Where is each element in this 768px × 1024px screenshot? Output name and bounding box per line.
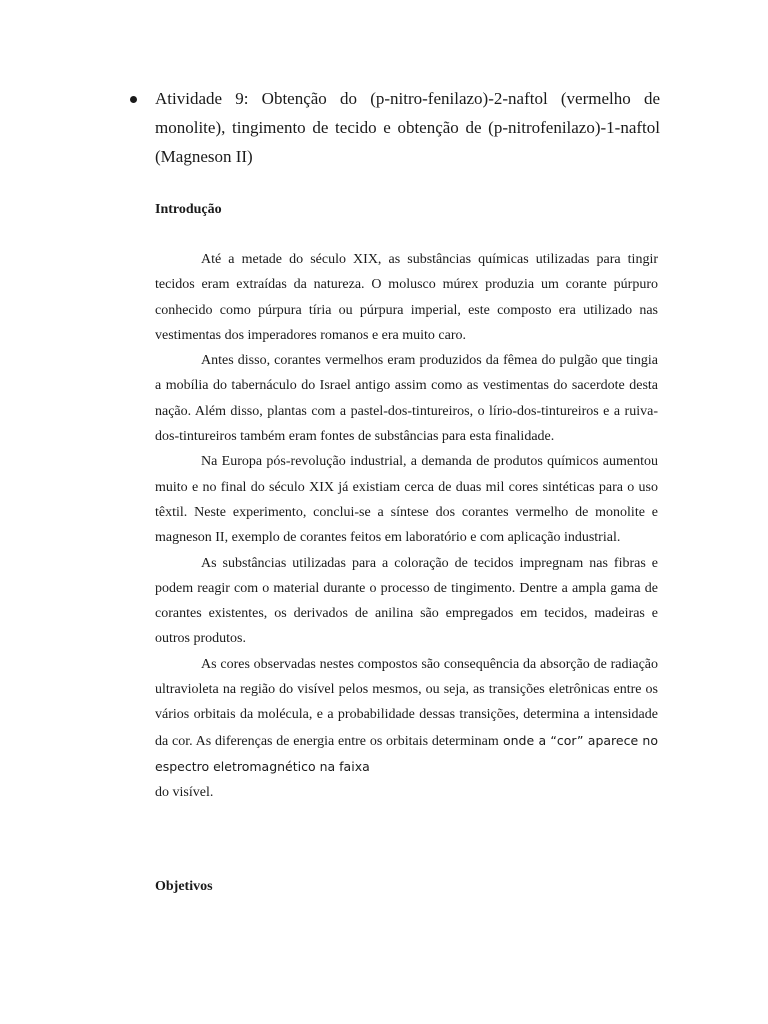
intro-paragraph-5-part-a: As cores observadas nestes compostos são consequência da absorção de radiação ultravioleta na região do visível pelos mesmos, ou seja, as transições eletrônicas entre os vários orbitais da molécula, e a probabilidade dessas transições, determina a intensidade da cor. As diferenças de energia entre os orbitais determinam bbox=[155, 656, 658, 749]
intro-paragraph-5-part-b: onde a “cor” aparece no espectro eletromagnético na faixa bbox=[155, 732, 658, 774]
intro-body bbox=[155, 247, 658, 806]
bullet-dot-icon bbox=[130, 96, 137, 103]
intro-paragraph-2: Antes disso, corantes vermelhos eram produzidos da fêmea do pulgão que tingia a mobília do tabernáculo do Israel antigo assim como as vestimentas do sacerdote desta nação. Além disso, plantas com a pastel-dos-tintureiros, o lírio-dos-tintureiros e a ruiva-dos-tintureiros também eram fontes de substâncias para esta finalidade. bbox=[155, 353, 658, 445]
objectives-heading: Objetivos bbox=[155, 879, 213, 894]
activity-title: Atividade 9: Obtenção do (p-nitro-fenilazo)-2-naftol (vermelho de monolite), tingimento de tecido e obtenção de (p-nitrofenilazo)-1-naftol (Magneson II) bbox=[155, 89, 660, 166]
intro-heading: Introdução bbox=[155, 202, 222, 217]
intro-paragraph-1: Até a metade do século XIX, as substâncias químicas utilizadas para tingir tecidos eram extraídas da natureza. O molusco múrex produzia um corante púrpuro conhecido como púrpura tíria ou púrpura imperial, este composto era utilizado nas vestimentas dos imperadores romanos e era muito caro. bbox=[155, 252, 658, 343]
intro-paragraph-5-part-c: do visível. bbox=[155, 785, 214, 801]
intro-paragraph-4: As substâncias utilizadas para a coloração de tecidos impregnam nas fibras e podem reagir com o material durante o processo de tingimento. Dentre a ampla gama de corantes existentes, os derivados de anilina são empregados em tecidos, madeiras e outros produtos. bbox=[155, 555, 658, 647]
intro-paragraph-5 bbox=[155, 652, 658, 806]
intro-paragraph-3: Na Europa pós-revolução industrial, a demanda de produtos químicos aumentou muito e no final do século XIX já existiam cerca de duas mil cores sintéticas para o uso têxtil. Neste experimento, conclui-se a síntese dos corantes vermelho de monolite e magneson II, exemplo de corantes feitos em laboratório e com aplicação industrial. bbox=[155, 454, 658, 546]
